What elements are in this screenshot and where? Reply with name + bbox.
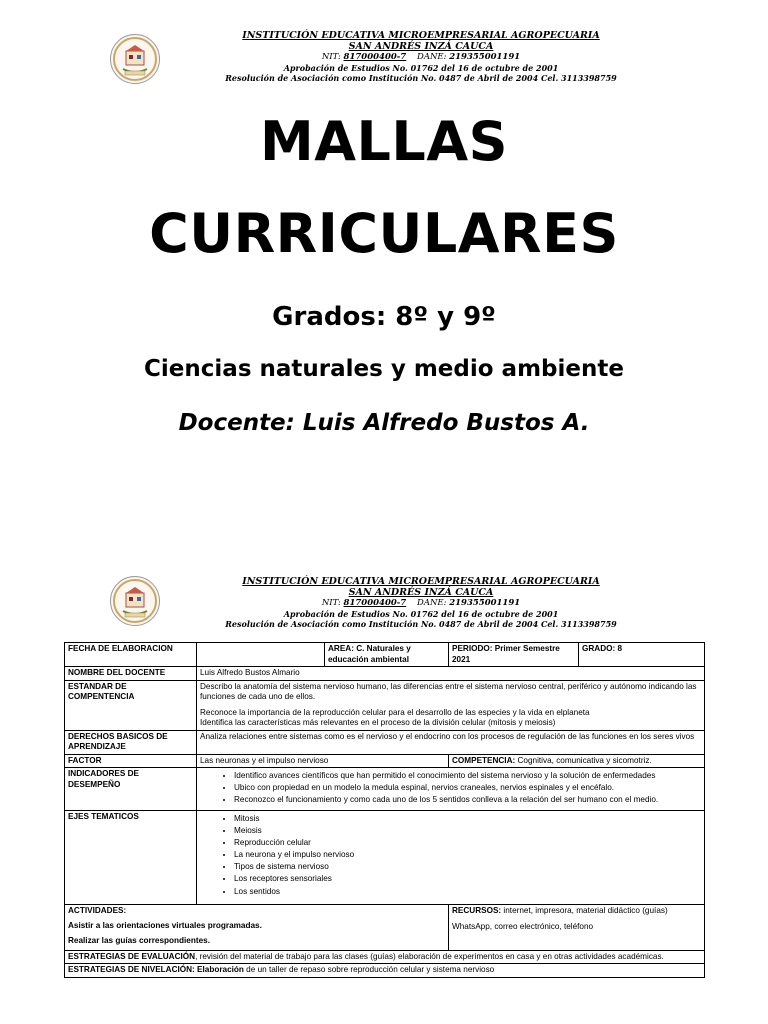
list-item: • Los sentidos [234,887,701,898]
indicadores-label: INDICADORES DE DESEMPEÑO [65,768,197,811]
row-nombre [65,667,705,681]
actividades-label: ACTIVIDADES: [68,906,127,916]
nombre-label: NOMBRE DEL DOCENTE [65,667,197,681]
header-line-resolucion: Resolución de Asociación como Institución No. 0487 de Abril de 2004 Cel. 3113398759 [225,73,617,83]
periodo-label: PERIODO: Primer Semestre 2021 [449,643,579,667]
list-item: • Meiosis [234,826,701,837]
list-item: • Reconozco el funcionamiento y como cada uno de los 5 sentidos conlleva a la relación del ser humano con el medio. [234,795,701,806]
competencia-cell: COMPETENCIA: Cognitiva, comunicativa y sicomotriz. [449,754,705,768]
dba-value: Analiza relaciones entre sistemas como es el nervioso y el endocrino con los procesos de regulación de las funciones en los seres vivos [197,730,705,754]
ejes-value [197,811,705,905]
actividades-cell [65,905,449,951]
header-line-aprobacion: Aprobación de Estudios No. 01762 del 16 de octubre de 2001 [283,63,559,73]
header-line-resolucion: Resolución de Asociación como Institución No. 0487 de Abril de 2004 Cel. 3113398759 [225,619,617,629]
fecha-value [197,643,325,667]
estandar-value [197,680,705,730]
row-actividades [65,905,705,951]
recursos-cell [449,905,705,951]
cover-area: Ciencias naturales y medio ambiente [144,356,624,382]
factor-value: Las neuronas y el impulso nervioso [197,754,449,768]
row-fecha [65,643,705,667]
factor-label: FACTOR [65,754,197,768]
institution-header-page2 [110,576,670,632]
actividades-2: Realizar las guías correspondientes. [68,936,210,946]
list-item: • La neurona y el impulso nervioso [234,850,701,861]
estandar-p2: Reconoce la importancia de la reproducción celular para el desarrollo de las especies y la vida en elplaneta [200,707,590,717]
list-item: • Reproducción celular [234,838,701,849]
header-line-institution: INSTITUCIÓN EDUCATIVA MICROEMPRESARIAL AGROPECUARIA [242,30,600,41]
cover-docente: Docente: Luis Alfredo Bustos A. [178,410,590,436]
row-ejes [65,811,705,905]
header-line-aprobacion: Aprobación de Estudios No. 01762 del 16 de octubre de 2001 [283,609,559,619]
fecha-label: FECHA DE ELABORACION [65,643,197,667]
list-item: • Identifico avances científicos que han permitido el conocimiento del sistema nervioso y la solución de enfermedades [234,771,701,782]
nombre-value: Luis Alfredo Bustos Almario [197,667,705,681]
institution-header-top [110,30,670,86]
row-indicadores [65,768,705,811]
cover-title-curriculares: CURRICULARES [149,202,619,265]
area-label: AREA: C. Naturales y educación ambiental [325,643,449,667]
cover-title-mallas: MALLAS [259,110,509,173]
header-line-institution: INSTITUCIÓN EDUCATIVA MICROEMPRESARIAL AGROPECUARIA [242,576,600,587]
grado-label: GRADO: 8 [579,643,705,667]
estandar-p3: Identifica las características más relevantes en el proceso de la división celular (mitosis y meiosis) [200,718,556,727]
estandar-label: ESTANDAR DE COMPENTENCIA [65,680,197,730]
row-nivelacion [65,964,705,978]
row-factor [65,754,705,768]
cover-grados: Grados: 8º y 9º [272,302,496,332]
actividades-1: Asistir a las orientaciones virtuales programadas. [68,920,262,930]
recursos-line2: WhatsApp, correo electrónico, teléfono [452,921,594,931]
malla-curricular-table [64,642,705,978]
row-estandar [65,680,705,730]
row-evaluacion [65,950,705,964]
ejes-label: EJES TEMATICOS [65,811,197,905]
row-dba [65,730,705,754]
indicadores-value [197,768,705,811]
list-item: • Los receptores sensoriales [234,874,701,885]
header-line-location: SAN ANDRÉS INZÁ CAUCA [348,587,494,598]
estandar-p1: Describo la anatomía del sistema nervioso humano, las diferencias entre el sistema nervioso central, periférico y autónomo indicando las funciones de cada uno de ellos. [200,681,697,701]
header-line-nit-dane: NIT: 817000400-7 DANE: 219355001191 [321,598,521,608]
evaluacion-cell: ESTRATEGIAS DE EVALUACIÓN, revisión del material de trabajo para las clases (guías) elaboración de experimentos en casa y en otras actividades académicas. [65,950,705,964]
header-line-nit-dane: NIT: 817000400-7 DANE: 219355001191 [321,52,521,62]
recursos-line1: RECURSOS: internet, impresora, material didáctico (guías) [452,906,668,916]
dba-label: DERECHOS BASICOS DE APRENDIZAJE [65,730,197,754]
nivelacion-cell: ESTRATEGIAS DE NIVELACIÓN: Elaboración de un taller de repaso sobre reproducción celular y sistema nervioso [65,964,705,978]
header-line-location: SAN ANDRÉS INZÁ CAUCA [348,41,494,52]
list-item: • Mitosis [234,814,701,825]
list-item: • Ubico con propiedad en un modelo la medula espinal, nervios craneales, nervios espinales y el encéfalo. [234,783,701,794]
list-item: • Tipos de sistema nervioso [234,862,701,873]
school-seal-logo [110,34,160,84]
school-seal-logo [110,576,160,626]
